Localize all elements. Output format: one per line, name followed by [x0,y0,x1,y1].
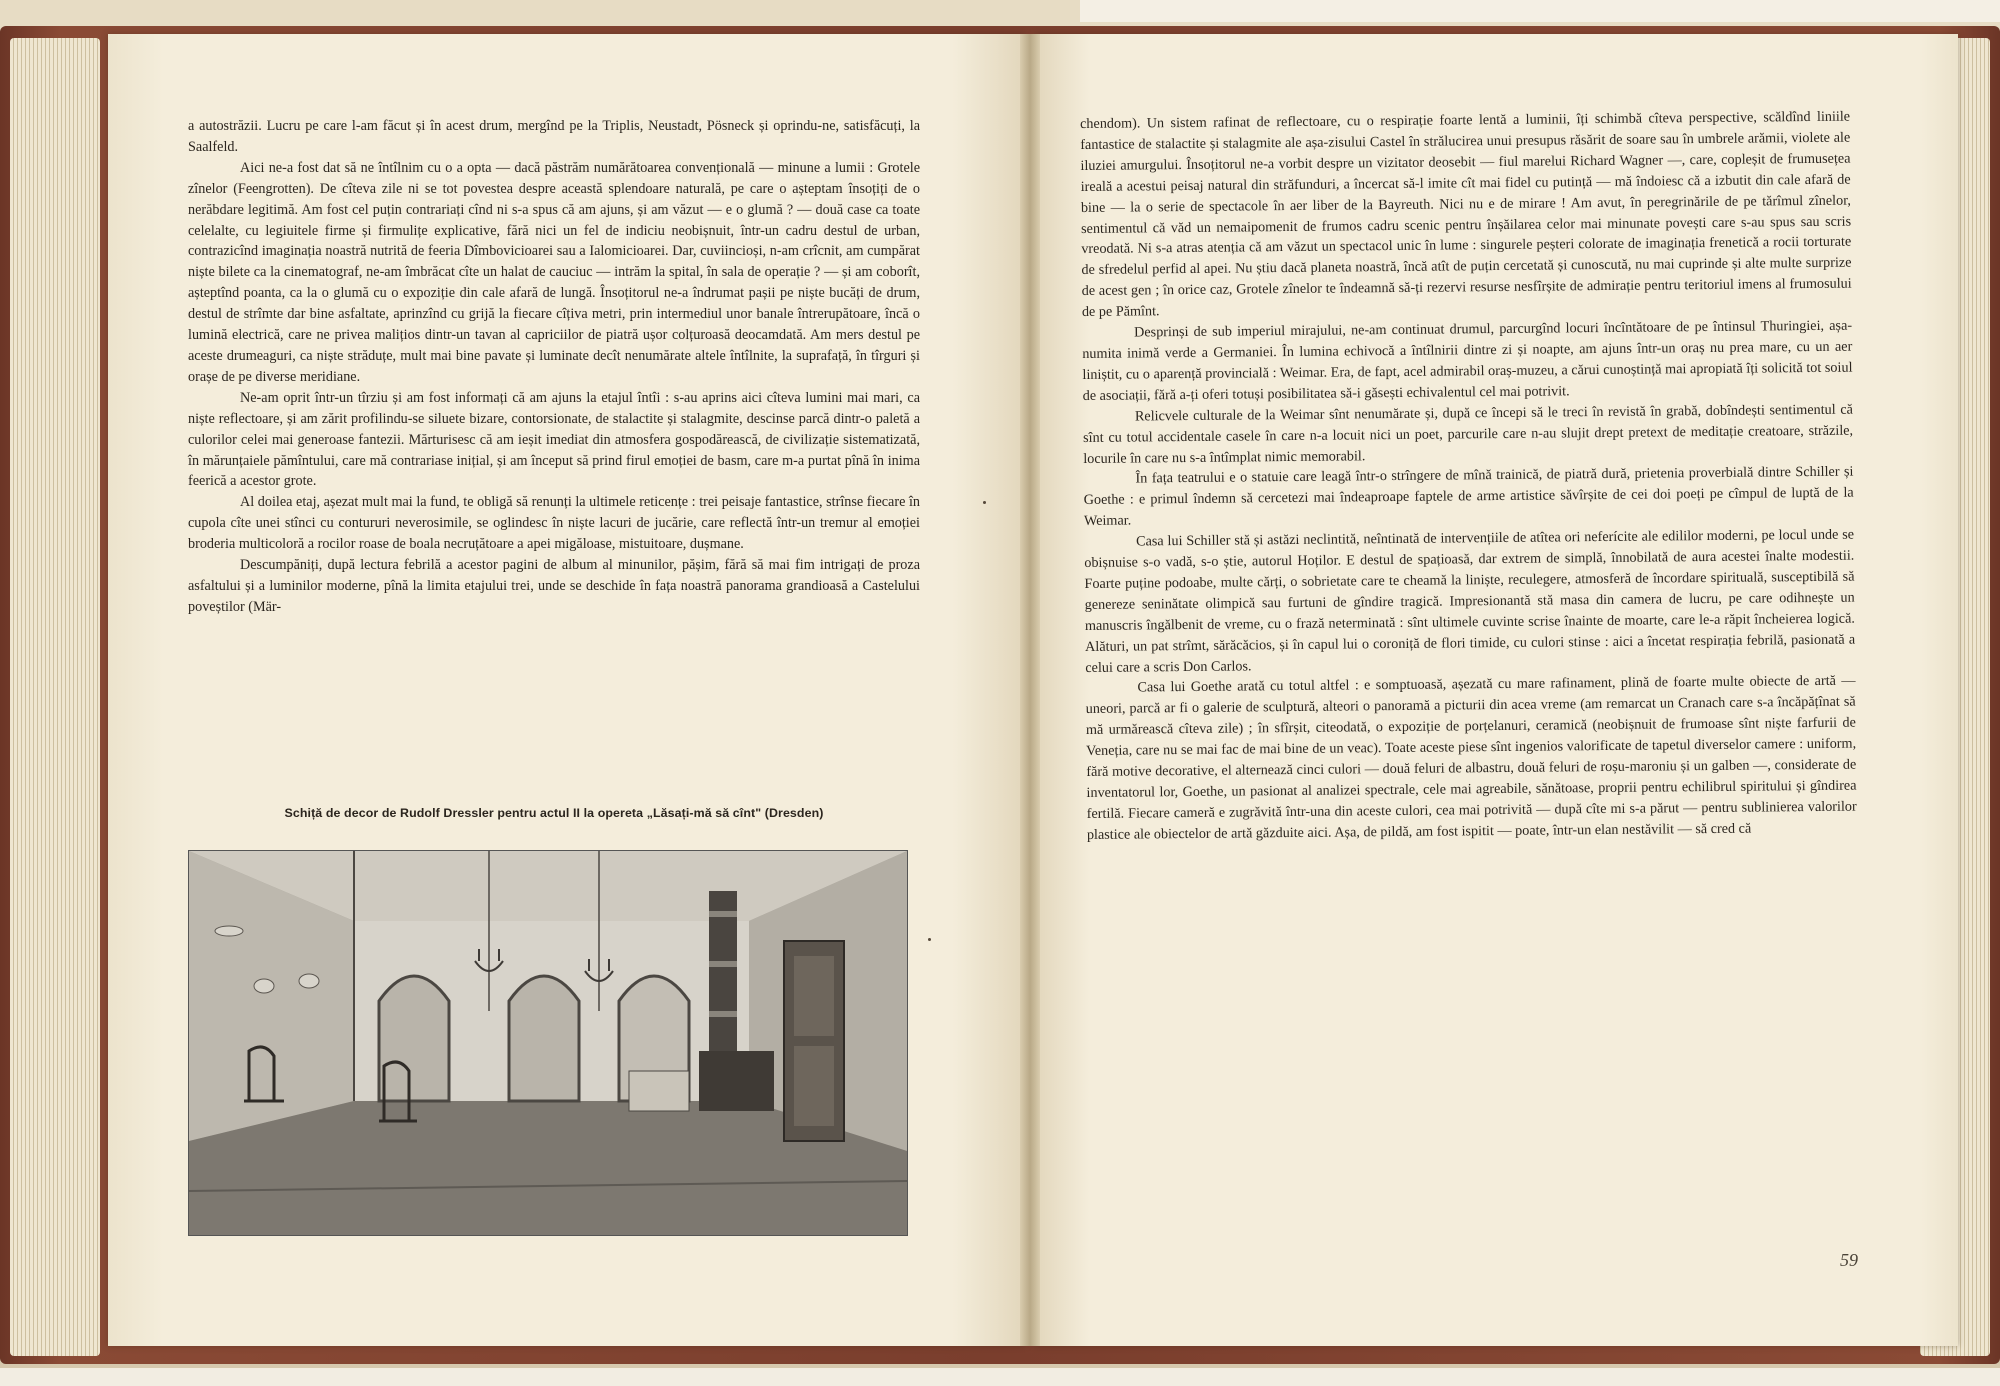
paragraph: Relicvele culturale de la Weimar sînt nenumărate și, după ce începi să le treci în revistă în grabă, dobîndești sentimentul că sînt cu totul accidentale casele în care n-a locuit nici un poet, parcurile care n-au slujit drept pretext de meditație creatoare, străzile, locurile în care nu s-a întîmplat nimic memorabil. [1083,401,1854,467]
right-page-text [1080,107,1857,846]
paragraph: Desprinși de sub imperiul mirajului, ne-am continuat drumul, parcurgînd locuri încîntătoare de pe întinsul Thuringiei, așa-numita inimă verde a Germaniei. În lumina echivocă a întîlnirii dintre zi și noapte, am ajuns într-un oraș nu prea mare, cu un aer liniștit, cu o aparență provincială : Weimar. Era, de fapt, acel admirabil oraș-muzeu, a cărui cunoștință mai apropiată îți solicită tot soiul de asociații, fără a-ți oferi totuși posibilitatea să-i găsești echivalentul cel mai potrivit. [1082,317,1853,404]
paragraph: a autostrăzii. Lucru pe care l-am făcut și în acest drum, mergînd pe la Triplis, Neustadt, Pösneck și oprindu-ne, satisfăcuți, la Saalfeld. [188,118,920,155]
paragraph: chendom). Un sistem rafinat de reflectoare, cu o respirație foarte lentă a luminii, îți schimbă cîteva perspective, scăldînd liniile fantastice de stalactite și stalagmite ale așa-zisului Castel în strălucirea unui presupus răsărit de soare sau în umbrele arămii, violete ale iluziei amurgului. Însoțitorul ne-a vorbit despre un vizitator deosebit — fiul marelui Richard Wagner —, care, copleșit de frumusețea ireală a acestui peisaj natural din străfunduri, a încercat să-l imite cît mai fidel cu putință — mă îndoiesc că a izbutit din cale afară de bine — la o serie de spectacole în aer liber de la Bayreuth. Nici nu e de mirare ! Am avut, în peregrinările de pe tărîmul zînelor, sentimentul că văd un nemaipomenit de frumos cadru scenic pentru înșăilarea celor mai minunate povești care s-au spus sau scris vreodată. Ni s-a atras atenția că am văzut un spectacol unic în lume : singurele peșteri colorate de imaginația frenetică a rocii torturate de sfredelul perfid al apei. Nu știu dacă planeta noastră, încă atît de puțin cercetată și cunoscută, nu mai cuprinde și alte multe surprize de acest gen ; în orice caz, Grotele zînelor te îndeamnă să-ți rezervi resurse nesfîrșite de admirație pentru teritoriul imens al frumosului de pe Pămînt. [1080,108,1852,321]
paragraph: Al doilea etaj, așezat mult mai la fund, te obligă să renunți la ultimele reticențe : trei peisaje fantastice, strînse fiecare în cupola cîte unei stînci cu contururi neverosimile, se oglindesc în niște lacuri de jucărie, care reflectă într-un tremur al emoției broderia multicoloră a rocilor roase de boala necruțătoare a apei migăloase, mistuitoare, dușmane. [188,494,920,553]
page-edges-left [10,38,100,1356]
scanner-margin-bottom [0,1368,2000,1386]
speck [928,938,931,941]
stage-design-illustration [188,850,908,1236]
figure-caption: Schiță de decor de Rudolf Dressler pentru actul II la opereta „Lăsați-mă să cînt" (Dresden) [284,806,824,820]
page-number: 59 [1840,1250,1858,1270]
left-page-text [188,116,920,618]
paragraph: Casa lui Goethe arată cu totul altfel : e somptuoasă, așezată cu mare rafinament, plină de foarte multe obiecte de artă — uneori, parcă ar fi o galerie de sculptură, alteori o panoramă a picturii din acea vreme (am remarcat un Cranach care s-a încăpățînat să mă urmărească cîteva zile) ; în sfîrșit, citeodată, o expoziție de porțelanuri, ceramică (neobișnuit de frumoase sînt niște farfurii de Veneția, care nu se mai fac de mai bine de un veac). Toate aceste piese sînt ingenios valorificate de tapetul diverselor camere : uniform, fără motive decorative, el alternează cinci culori — două feluri de albastru, două feluri de roșu-maroniu și un galben —, considerate de inventatorul lor, Goethe, un pasionat al analizei spectrale, cele mai agreabile, sănătoase, proprii pentru echilibrul spiritului și gîndirea fertilă. Fiecare cameră e zugrăvită într-una din aceste culori, cea mai potrivită — după cîte mi s-a părut — pentru sublinierea valorilor plastice ale obiectelor de artă găzduite aici. Așa, de pildă, am fost ispitit — poate, într-un elan nestăvilit — să cred că [1085,673,1857,843]
book-gutter [1020,34,1040,1346]
paragraph: Aici ne-a fost dat să ne întîlnim cu o a opta — dacă păstrăm numărătoarea convențională — minune a lumii : Grotele zînelor (Feengrotten). De cîteva zile ni se tot povestea despre această splendoare naturală, pe care o așteptam însoțiți de o nerăbdare legitimă. Am fost cel puțin contrariați cînd ni s-a spus că am ajuns, și am văzut — e o glumă ? — două case ca toate celelalte, cu legiuitele firme și firmulițe explicative, fără nici un fel de indiciu neobișnuit, într-un cadru destul de urban, contrazicînd imaginația noastră nutrită de feeria Dîmbovicioarei sau a Ialomicioarei. Dar, cuviincioși, n-am crîcnit, am cumpărat niște bilete ca la cinematograf, ne-am îmbrăcat cîte un halat de cauciuc — intrăm la spital, în sala de operație ? — și am coborît, așteptînd poanta, ca la o glumă cu o expoziție din cale afară de lungă. Însoțitorul ne-a îndrumat pașii pe niște bucăți de drum, destul de strîmte dar bine asfaltate, aprinzînd cu grijă la fiecare cîțiva metri, prin intermediul unor banale întrerupătoare, încă o lumină electrică, care ne privea malițios dintr-un tavan al capriciilor de piatră ușor colțuroasă deocamdată. Am mers destul pe aceste drumeaguri, ca niște străduțe, mult mai bine pavate și luminate decît nenumărate altele întîlnite, la suprafață, în tîrguri și orașe de pe diverse meridiane. [188,159,920,385]
paragraph: Casa lui Schiller stă și astăzi neclintită, neîntinată de intervențiile de atîtea ori neferícite ale edililor moderni, pe locul unde se obișnuise s-o vadă, s-o știe, autorul Hoților. E destul de spațioasă, dar extrem de simplă, înnobilată de aura acestei înalte modestii. Foarte puține podoabe, multe cărți, o sobrietate care te cheamă la liniște, reculegere, atmosferă de încordare spirituală, susceptibilă să genereze seninătate olimpică sau furtuni de gîndire tragică. Impresionantă stă masa din camera de lucru, pe care odihnește un manuscris îngălbenit de vreme, cu o frază neterminată : sînt ultimele cuvinte scrise înainte de moarte, care le-a răpit încheierea logică. Alături, un pat strîmt, sărăcăcios, și în capul lui o coroniță de flori timide, cu culori stinse : aici a încetat respirația febrilă, pasionată a celui care a scris Don Carlos. [1084,526,1856,676]
speck [983,501,986,504]
paragraph: Descumpăniți, după lectura febrilă a acestor pagini de album al minunilor, pășim, fără să mai fim intrigați de proza asfaltului și a luminilor moderne, pînă la limita etajului trei, unde se deschide în fața noastră panorama grandioasă a Castelului poveștilor (Mär- [188,557,920,615]
paragraph: Ne-am oprit într-un tîrziu și am fost informați că am ajuns la etajul întîi : s-au aprins aici cîteva lumini mai mari, ca niște reflectoare, și am zărit profilindu-se siluete bizare, contorsionate, de stalactite și stalagmite, descinse parcă dintr-o paletă a culorilor celei mai generoase fantezii. Mărturisesc că am ieșit imediat din atmosfera gospodărească, de civilizație sistematizată, în mărunțaiele pămîntului, care mă contrariase inițial, și am început să prind firul emoției de basm, care m-a purtat pînă în inima feerică a acestor grote. [188,389,920,490]
scanner-margin-top [1080,0,2000,22]
paragraph: În fața teatrului e o statuie care leagă într-o strîngere de mînă trainică, de piatră dură, prietenia proverbială dintre Schiller și Goethe : e primul îndemn să cercetezi mai îndeaproape faptele de arme artistice săvîrșite de cei doi poeți pe cîmpul de luptă de la Weimar. [1083,463,1854,530]
